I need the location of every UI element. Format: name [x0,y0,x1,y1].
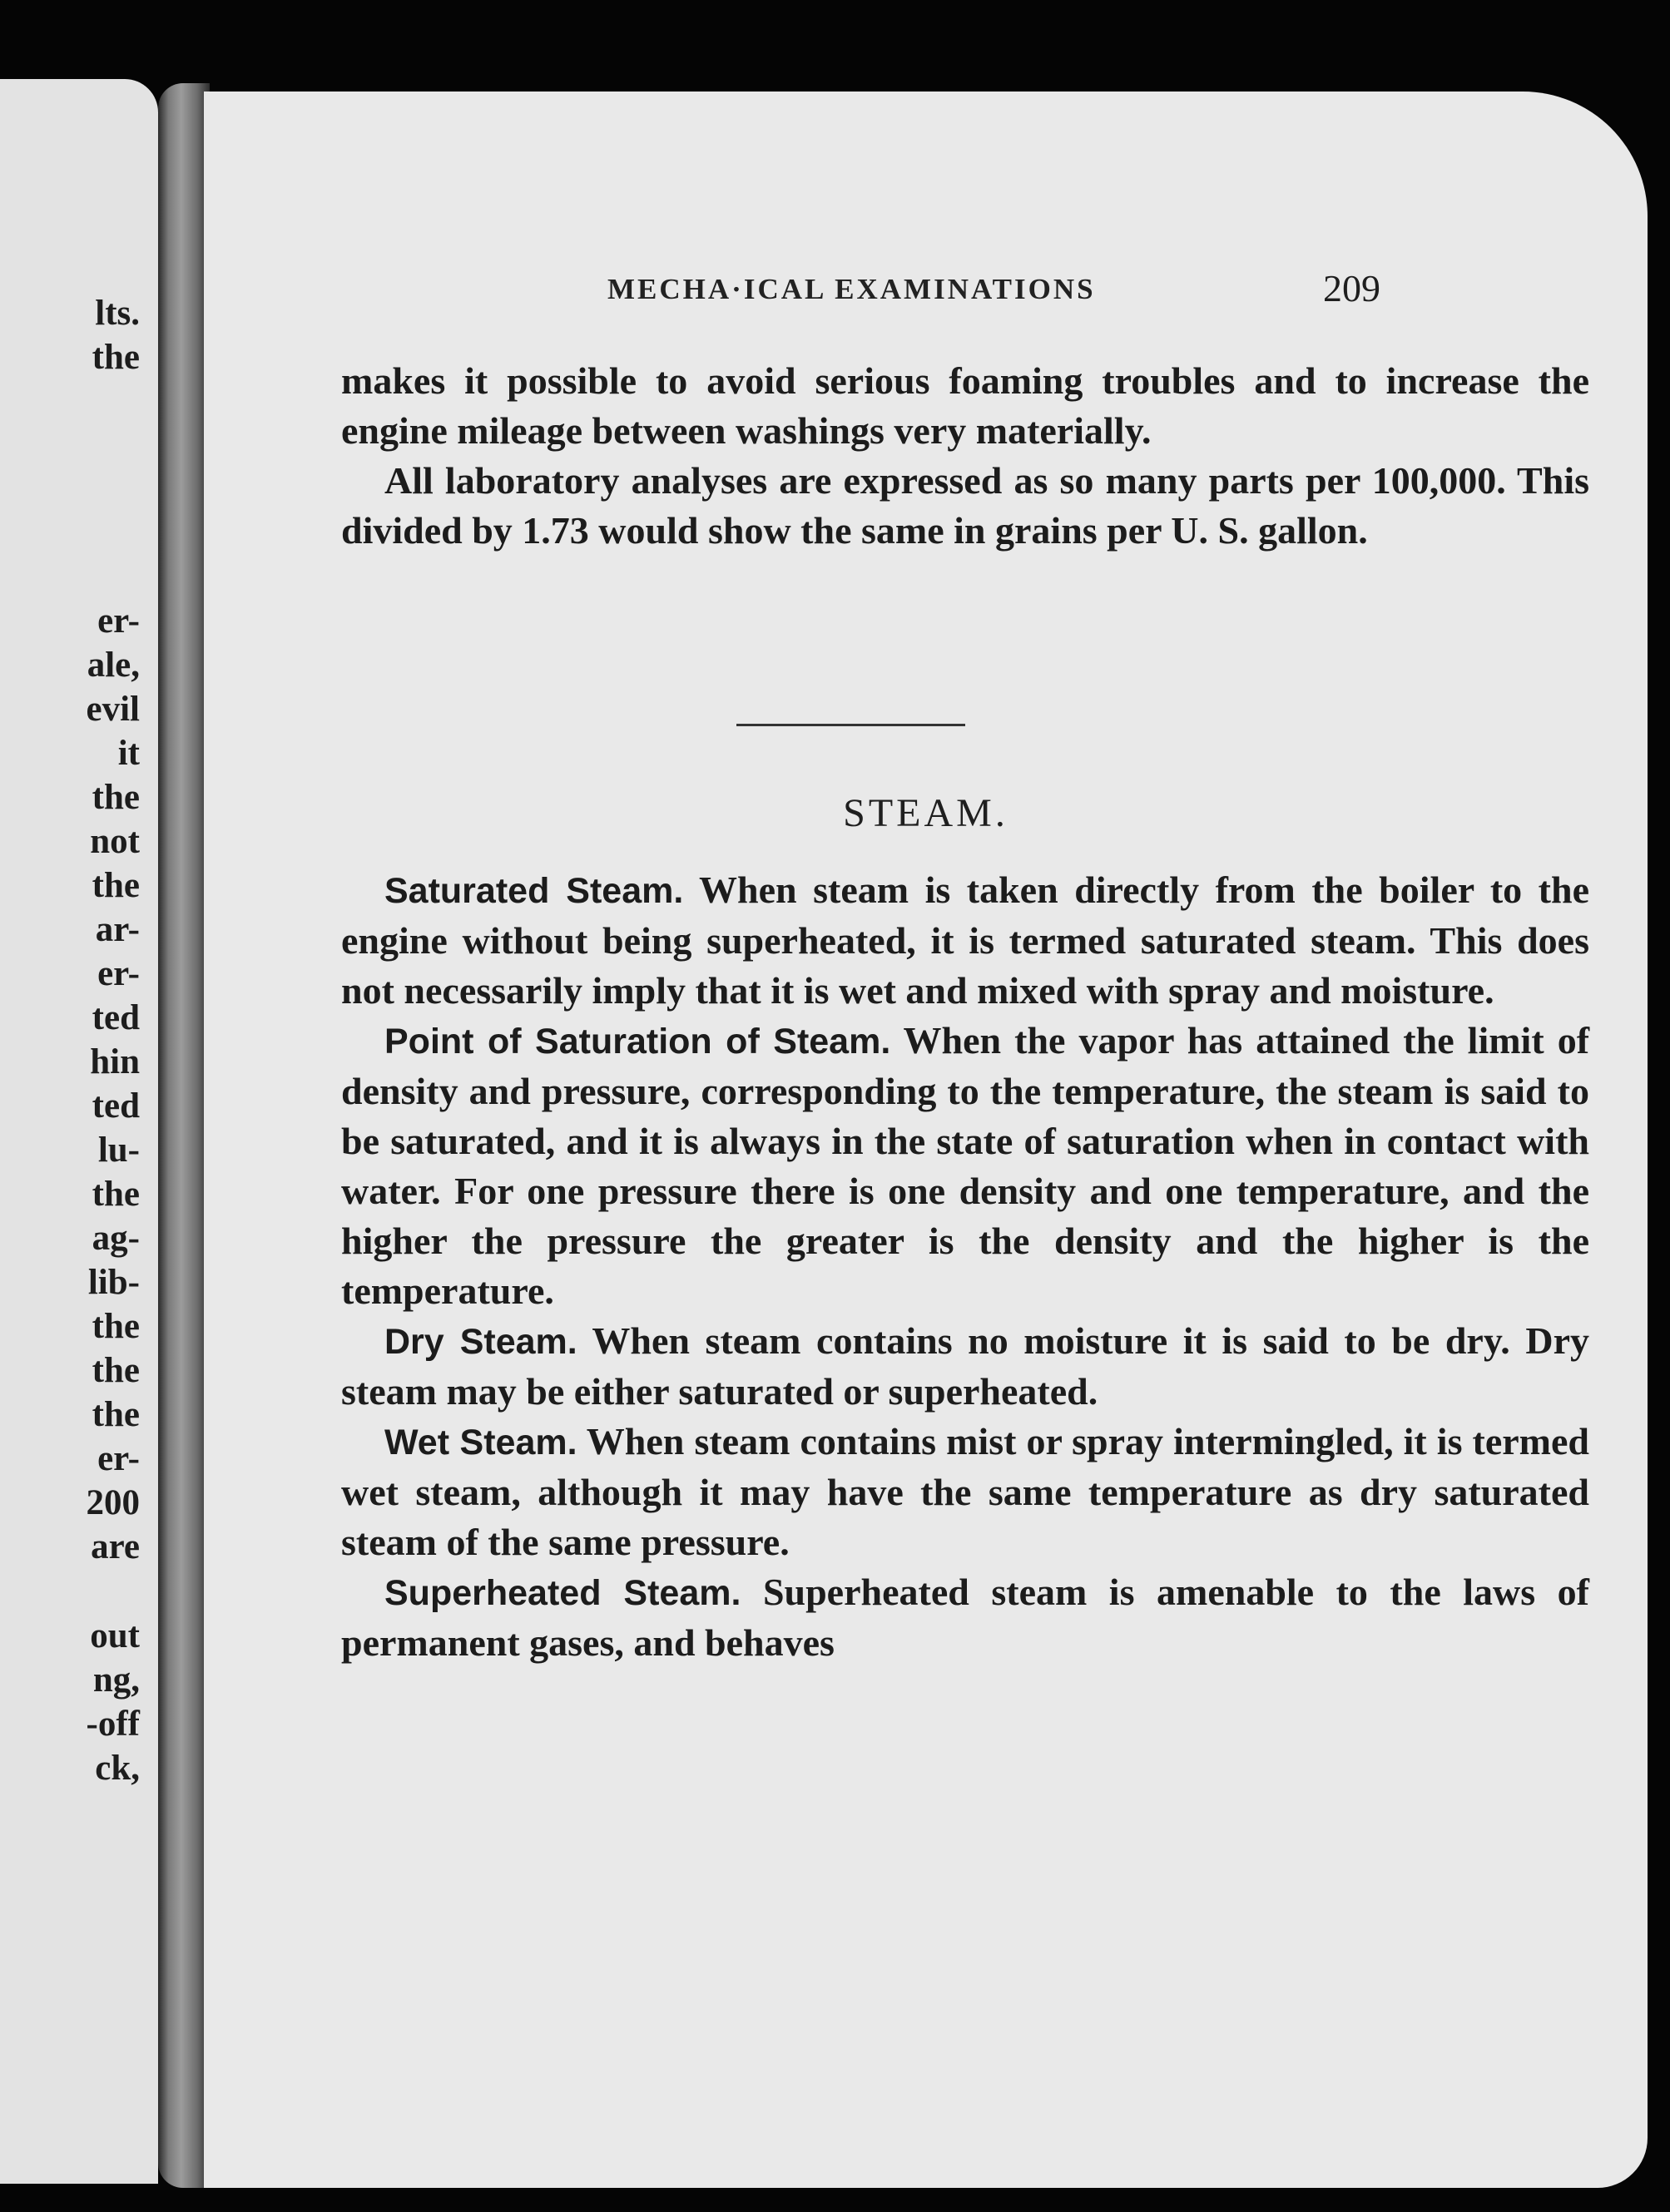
steam-definitions [341,865,1589,1668]
definition-text: When steam contains no moisture it is said to be dry. Dry steam may be either saturated or superheated. [341,1319,1589,1413]
running-head: MECHA·ICAL EXAMINATIONS [607,273,1096,305]
section-divider-rule [736,724,965,726]
definition-wet-steam [341,1417,1589,1567]
continuation-text-block [341,356,1589,556]
left-page-line-fragment: er- [97,954,140,993]
page-number: 209 [1323,267,1380,309]
left-page-line-fragment: lib- [87,1263,140,1302]
left-page-line-fragment: the [92,1395,140,1434]
definition-text: When the vapor has attained the limit of density and pressure, corresponding to the temperature, the steam is said to be saturated, and it is always in the state of saturation when in contact with water. For one pressure there is one density and one temperature, and the higher the pressure the greater is the density and the higher is the temperature. [341,1019,1590,1312]
right-page [204,92,1648,2188]
definition-point-of-saturation [341,1016,1589,1316]
definition-superheated-steam [341,1567,1589,1668]
left-facing-page [0,79,158,2184]
definition-saturated-steam [341,865,1589,1016]
definition-text: Superheated steam is amenable to the laws of permanent gases, and behaves [341,1571,1589,1664]
left-page-line-fragment: the [92,778,140,817]
left-page-line-fragment: ar- [95,910,140,949]
definition-term: Saturated Steam. [384,871,684,911]
left-page-line-fragment: -off [86,1705,140,1744]
left-page-line-fragment: it [117,734,140,773]
left-page-line-fragment: ng, [92,1660,140,1700]
definition-term: Dry Steam. [384,1322,577,1362]
left-page-line-fragment: out [90,1616,140,1655]
left-page-line-fragment: er- [97,1439,140,1478]
definition-term: Wet Steam. [384,1423,577,1462]
left-page-line-fragment: lts. [95,294,140,333]
left-page-line-fragment: the [92,1175,140,1214]
left-page-line-fragment: ted [92,1086,140,1126]
definition-text: When steam contains mist or spray intermingled, it is termed wet steam, although it may have the same temperature as dry saturated steam of the same pressure. [341,1420,1590,1563]
left-page-line-fragment: the [92,338,140,377]
left-page-line-fragment: hin [90,1042,140,1081]
left-page-line-fragment: ag- [92,1219,140,1258]
left-page-line-fragment: the [92,1307,140,1346]
analyses-paragraph: All laboratory analyses are expressed as so many parts per 100,000. This divided by 1.73 would show the same in grains per U. S. gallon. [341,459,1589,552]
continuation-paragraph: makes it possible to avoid serious foaming troubles and to increase the engine mileage between washings very materially. [341,359,1589,452]
definition-term: Point of Saturation of Steam. [384,1022,891,1061]
left-page-line-fragment: the [92,866,140,905]
definition-text: When steam is taken directly from the boiler to the engine without being superheated, it is termed saturated steam. This does not necessarily imply that it is wet and mixed with spray and moisture. [341,868,1589,1012]
left-page-line-fragment: ale, [87,646,140,685]
left-page-line-fragment: er- [97,601,140,641]
left-page-line-fragment: not [90,822,140,861]
left-page-line-fragment: ck, [95,1749,140,1788]
left-page-line-fragment: 200 [86,1483,140,1522]
definition-dry-steam [341,1316,1589,1417]
section-title: STEAM. [843,791,1008,835]
left-page-line-fragment: ted [92,998,140,1037]
left-page-line-fragment: the [92,1351,140,1390]
definition-term: Superheated Steam. [384,1573,741,1613]
left-page-line-fragment: evil [86,690,140,729]
left-page-line-fragment: are [91,1527,140,1566]
left-page-line-fragment: lu- [97,1131,140,1170]
book-binding-gutter [158,83,210,2188]
